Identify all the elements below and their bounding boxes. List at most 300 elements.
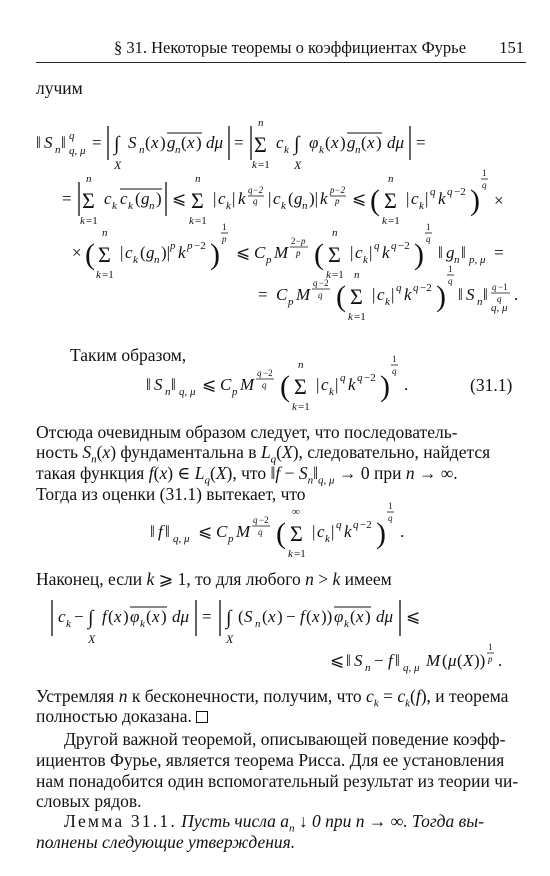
svg-text:C: C [276, 285, 288, 304]
svg-text:n: n [175, 144, 181, 156]
svg-text:f: f [158, 522, 163, 541]
svg-text:(: ( [146, 607, 152, 626]
svg-text:k: k [382, 215, 387, 227]
running-header [36, 38, 524, 60]
svg-text:q: q [430, 186, 436, 198]
svg-text:‖: ‖ [438, 243, 443, 262]
svg-text:): ) [277, 607, 283, 626]
svg-text:×: × [494, 191, 504, 210]
svg-text:∫: ∫ [226, 607, 232, 629]
svg-text:q, μ: q, μ [173, 533, 190, 545]
svg-text:(: ( [85, 238, 95, 271]
svg-text:p: p [288, 296, 294, 308]
svg-text:n: n [355, 144, 361, 156]
svg-text:k: k [284, 144, 289, 156]
svg-text:): ) [196, 133, 202, 152]
svg-text:‖: ‖ [36, 133, 41, 152]
svg-text:q: q [447, 186, 453, 198]
svg-text:=: = [258, 285, 268, 304]
svg-text:=1: =1 [332, 269, 344, 281]
svg-text:Σ: Σ [328, 242, 341, 267]
svg-text:(: ( [457, 651, 463, 670]
svg-text:n: n [477, 296, 483, 308]
header-rule [36, 62, 526, 63]
svg-text:‖: ‖ [61, 133, 66, 152]
svg-text:k: k [419, 200, 424, 212]
svg-text:‖: ‖ [483, 285, 488, 304]
svg-text:): ) [161, 607, 167, 626]
svg-text:f: f [300, 607, 305, 626]
svg-text:=1: =1 [195, 215, 207, 227]
svg-text:g: g [347, 133, 356, 152]
svg-text:=: = [234, 133, 244, 152]
svg-text:S: S [354, 651, 363, 670]
svg-text:1: 1 [426, 222, 431, 232]
svg-text:): ) [376, 517, 386, 550]
svg-text:p: p [232, 386, 238, 398]
svg-text:)): )) [321, 607, 333, 626]
svg-text:M: M [274, 243, 289, 262]
svg-text:⩽: ⩽ [352, 189, 367, 208]
svg-text:n: n [149, 200, 155, 212]
svg-text:n: n [302, 200, 308, 212]
svg-text:(: ( [276, 517, 286, 550]
paragraph-drugoy-text-1: Другой важной теоремой, описывающей поведение коэфф- [64, 729, 506, 749]
svg-text:g: g [446, 243, 455, 262]
svg-text:(: ( [262, 607, 268, 626]
svg-text:)): )) [474, 651, 486, 670]
svg-text:c: c [355, 243, 363, 262]
lemma-text-2: полнены следующие утверждения. [36, 832, 296, 852]
svg-text:q: q [413, 282, 419, 294]
svg-text:(: ( [140, 243, 146, 262]
svg-text:c: c [125, 243, 133, 262]
svg-text:−2: −2 [319, 278, 329, 288]
svg-text:S: S [44, 133, 53, 152]
paragraph-otsyuda-line4: Тогда из оценки (31.1) вытекает, что [36, 484, 306, 504]
svg-text:|: | [335, 375, 339, 394]
paragraph-drugoy-line2: ициентов Фурье, является теорема Рисса. Для ее установления [36, 750, 505, 770]
svg-text:S: S [244, 607, 253, 626]
svg-text:k: k [178, 243, 186, 262]
svg-text:|: | [232, 189, 236, 208]
svg-text:=1: =1 [388, 215, 400, 227]
svg-text:): ) [470, 184, 480, 217]
svg-text:‖: ‖ [458, 285, 463, 304]
svg-text:q: q [426, 234, 431, 244]
svg-text:c: c [321, 375, 329, 394]
svg-text:Σ: Σ [350, 284, 363, 309]
svg-text:−2: −2 [194, 240, 206, 252]
svg-text:|: | [372, 285, 376, 304]
page-number: 151 [499, 38, 524, 57]
svg-text:X: X [463, 651, 474, 670]
svg-text:k: k [344, 522, 352, 541]
svg-text:−: − [374, 651, 384, 670]
svg-text:Σ: Σ [82, 188, 95, 213]
svg-text:k: k [382, 243, 390, 262]
svg-text:|: | [391, 285, 395, 304]
svg-text:k: k [112, 200, 117, 212]
svg-text:n: n [102, 227, 108, 239]
svg-text:−: − [74, 607, 84, 626]
svg-text:k: k [404, 285, 412, 304]
svg-text:(: ( [306, 607, 312, 626]
svg-text:−2: −2 [454, 186, 466, 198]
svg-text:S: S [154, 375, 163, 394]
svg-text:(: ( [145, 133, 151, 152]
svg-text:1: 1 [222, 222, 227, 232]
svg-text:(: ( [325, 133, 331, 152]
svg-text:p: p [170, 240, 176, 252]
svg-text:−2: −2 [263, 368, 273, 378]
svg-text:1: 1 [392, 354, 397, 364]
svg-text:k: k [96, 269, 101, 281]
svg-text:c: c [58, 607, 66, 626]
svg-text:k: k [385, 296, 390, 308]
svg-text:dμ: dμ [376, 607, 394, 626]
paragraph-luchim: лучим [36, 78, 83, 98]
svg-text:−1: −1 [498, 282, 508, 292]
svg-text:q: q [392, 366, 397, 376]
svg-text:M: M [236, 522, 251, 541]
svg-text:p, μ: p, μ [469, 254, 486, 266]
svg-text:=1: =1 [294, 548, 306, 560]
svg-text:⩽: ⩽ [330, 651, 345, 670]
svg-text:‖: ‖ [346, 651, 351, 670]
paragraph-otsyuda-line1: Отсюда очевидным образом следует, что последователь- [36, 422, 458, 442]
paragraph-ustremlyaya-line1: Устремляя n к бесконечности, получим, что $c_k = c_k(f)$, и теорема [36, 686, 509, 710]
svg-text:×: × [72, 243, 82, 262]
svg-text:=1: =1 [258, 159, 270, 171]
svg-text:n: n [365, 662, 371, 674]
svg-text:M: M [426, 651, 441, 670]
svg-text:1: 1 [388, 501, 393, 511]
svg-text:.: . [404, 375, 409, 394]
svg-text:‖: ‖ [395, 651, 400, 670]
svg-text:−2: −2 [420, 282, 432, 294]
svg-text:x: x [367, 133, 375, 152]
svg-text:x: x [356, 607, 364, 626]
svg-text:k: k [140, 618, 145, 630]
svg-text:=: = [494, 243, 504, 262]
svg-text:): ) [340, 133, 346, 152]
svg-text:c: c [218, 189, 226, 208]
svg-text:1: 1 [482, 168, 487, 178]
svg-text:k: k [80, 215, 85, 227]
svg-text:f: f [102, 607, 107, 626]
svg-text:q: q [340, 372, 346, 384]
svg-text:): ) [436, 280, 446, 313]
svg-text:p: p [222, 234, 227, 244]
svg-text:k: k [319, 144, 324, 156]
svg-text:|: | [331, 522, 335, 541]
svg-text:): ) [123, 607, 129, 626]
svg-text:k: k [66, 618, 71, 630]
svg-text:q, μ: q, μ [491, 302, 508, 314]
svg-text:p: p [301, 236, 306, 246]
svg-text:q: q [318, 290, 323, 300]
svg-text:c: c [120, 189, 128, 208]
running-header-title: § 31. Некоторые теоремы о коэффициентах Фурье [114, 38, 467, 57]
svg-text:n: n [298, 359, 304, 371]
svg-text:k: k [438, 189, 446, 208]
svg-text:n: n [255, 618, 261, 630]
svg-text:Σ: Σ [290, 521, 303, 546]
svg-text:)|: )| [309, 189, 319, 208]
equation-f-norm [150, 501, 450, 567]
svg-text:|: | [406, 189, 410, 208]
svg-text:n: n [258, 117, 264, 129]
svg-text:): ) [414, 238, 424, 271]
svg-text:q, μ: q, μ [69, 145, 86, 157]
svg-text:∞: ∞ [292, 506, 300, 518]
svg-text:=1: =1 [102, 269, 114, 281]
svg-text:(: ( [361, 133, 367, 152]
svg-text:n: n [332, 227, 338, 239]
svg-text:−2: −2 [259, 515, 269, 525]
paragraph-drugoy-line1 [36, 729, 528, 750]
equation-31-1 [146, 354, 426, 420]
equation-block-main [36, 112, 536, 326]
svg-text:∫: ∫ [88, 607, 94, 629]
svg-text:k: k [348, 311, 353, 323]
svg-text:k: k [344, 618, 349, 630]
svg-text:c: c [317, 522, 325, 541]
svg-text:=: = [92, 133, 102, 152]
svg-text:g: g [146, 243, 155, 262]
svg-text:M: M [240, 375, 255, 394]
svg-text:=1: =1 [86, 215, 98, 227]
svg-text:c: c [276, 133, 284, 152]
svg-text:‖: ‖ [461, 243, 466, 262]
svg-text:c: c [411, 189, 419, 208]
svg-text:q: q [253, 196, 258, 206]
svg-text:): ) [376, 133, 382, 152]
svg-text:|: | [316, 375, 320, 394]
svg-text:(: ( [135, 189, 141, 208]
svg-text:(: ( [238, 607, 244, 626]
svg-text:): ) [160, 133, 166, 152]
svg-text:X: X [88, 632, 96, 646]
svg-text:−2: −2 [364, 372, 376, 384]
svg-text:p: p [488, 654, 493, 664]
svg-text:c: c [377, 285, 385, 304]
svg-text:p: p [228, 533, 234, 545]
svg-text:n: n [165, 386, 171, 398]
svg-text:q: q [374, 240, 380, 252]
svg-text:x: x [114, 607, 122, 626]
svg-text:c: c [273, 189, 281, 208]
svg-text:S: S [128, 133, 137, 152]
svg-text:k: k [133, 254, 138, 266]
svg-text:g: g [294, 189, 303, 208]
svg-text:|: | [213, 189, 217, 208]
svg-text:q, μ: q, μ [179, 386, 196, 398]
equation-number: (31.1) [470, 375, 513, 395]
svg-text:|: | [350, 243, 354, 262]
svg-text:x: x [151, 133, 159, 152]
svg-text:k: k [363, 254, 368, 266]
svg-text:‖: ‖ [171, 375, 176, 394]
svg-text:x: x [152, 607, 160, 626]
svg-text:(: ( [370, 184, 380, 217]
lemma-label: Лемма 31.1. [64, 811, 177, 831]
svg-text:.: . [498, 651, 503, 670]
qed-box-icon [196, 711, 208, 723]
svg-text:): ) [156, 189, 162, 208]
svg-text:|: | [120, 243, 124, 262]
svg-text:C: C [216, 522, 228, 541]
svg-text:): ) [210, 238, 220, 271]
svg-text:−: − [286, 607, 296, 626]
svg-text:|: | [268, 189, 272, 208]
svg-text:k: k [252, 159, 257, 171]
svg-text:=1: =1 [354, 311, 366, 323]
svg-text:∫: ∫ [114, 133, 120, 155]
svg-text:(: ( [442, 651, 448, 670]
paragraph-ustremlyaya-text: полностью доказана. [36, 706, 192, 726]
svg-text:1: 1 [448, 264, 453, 274]
svg-text:X: X [226, 632, 234, 646]
svg-text:−2: −2 [360, 519, 372, 531]
paragraph-drugoy-line4: словых рядов. [36, 791, 142, 811]
svg-text:1: 1 [488, 642, 493, 652]
svg-text:k: k [281, 200, 286, 212]
svg-text:Σ: Σ [384, 188, 397, 213]
svg-text:(: ( [288, 189, 294, 208]
svg-text:n: n [55, 144, 61, 156]
svg-text:−2: −2 [398, 240, 410, 252]
svg-text:q: q [258, 527, 263, 537]
svg-text:p−2: p−2 [330, 185, 346, 195]
lemma-line1: Лемма 31.1. Пусть числа $a_n$ ↓ 0 при n → ∞. Тогда вы- [64, 811, 484, 835]
svg-text:q: q [448, 276, 453, 286]
svg-text:S: S [466, 285, 475, 304]
svg-text:k: k [326, 269, 331, 281]
equation-ck-estimate [50, 596, 530, 676]
svg-text:k: k [128, 200, 133, 212]
svg-text:n: n [154, 254, 160, 266]
svg-text:=1: =1 [298, 401, 310, 413]
svg-text:(: ( [108, 607, 114, 626]
svg-text:k: k [329, 386, 334, 398]
svg-text:q: q [353, 519, 359, 531]
svg-text:q: q [391, 240, 397, 252]
svg-text:q: q [357, 372, 363, 384]
svg-text:q−2: q−2 [248, 185, 264, 195]
svg-text:Σ: Σ [98, 242, 111, 267]
svg-text:=: = [62, 189, 72, 208]
svg-text:⩽: ⩽ [172, 189, 187, 208]
paragraph-takim: Таким образом, [70, 345, 187, 365]
svg-text:n: n [86, 173, 92, 185]
svg-text:q: q [396, 282, 402, 294]
svg-text:2−: 2− [291, 236, 301, 246]
svg-text:|: | [369, 243, 373, 262]
svg-text:f: f [388, 651, 393, 670]
svg-text:): ) [365, 607, 371, 626]
svg-text:M: M [296, 285, 311, 304]
svg-text:q: q [482, 180, 487, 190]
svg-text:dμ: dμ [172, 607, 190, 626]
svg-text:k: k [292, 401, 297, 413]
svg-text:x: x [187, 133, 195, 152]
svg-text:k: k [288, 548, 293, 560]
svg-text:q: q [497, 294, 502, 304]
svg-text:.: . [400, 522, 405, 541]
svg-text:(: ( [336, 280, 346, 313]
svg-text:μ: μ [448, 651, 457, 670]
svg-text:)|: )| [161, 243, 171, 262]
svg-text:q: q [313, 278, 318, 288]
paragraph-ustremlyaya-line2 [36, 706, 208, 727]
svg-text:X: X [114, 158, 122, 172]
svg-text:): ) [380, 370, 390, 403]
svg-text:n: n [454, 254, 460, 266]
svg-text:k: k [348, 375, 356, 394]
svg-text:dμ: dμ [387, 133, 405, 152]
svg-text:p: p [266, 254, 272, 266]
svg-text:k: k [320, 189, 328, 208]
svg-text:(: ( [280, 370, 290, 403]
svg-text:q: q [253, 515, 258, 525]
svg-text:φ: φ [334, 607, 344, 626]
svg-text:n: n [195, 173, 201, 185]
svg-text:⩽: ⩽ [236, 243, 251, 262]
paragraph-drugoy-line3: нам понадобится один вспомогательный результат из теории чи- [36, 771, 519, 791]
svg-text:n: n [388, 173, 394, 185]
svg-text:∫: ∫ [294, 133, 300, 155]
svg-text:φ: φ [130, 607, 140, 626]
svg-text:x: x [312, 607, 320, 626]
paragraph-otsyuda-line2: ность $S_n(x)$ фундаментальна в $L_q(X)$, следовательно, найдется [36, 442, 491, 466]
svg-text:|: | [425, 189, 429, 208]
svg-text:q: q [69, 130, 75, 142]
svg-text:=: = [416, 133, 426, 152]
svg-text:k: k [238, 189, 246, 208]
svg-text:⩽: ⩽ [406, 607, 421, 626]
svg-text:X: X [294, 158, 302, 172]
svg-text:(: ( [181, 133, 187, 152]
svg-text:x: x [331, 133, 339, 152]
svg-text:g: g [167, 133, 176, 152]
svg-text:k: k [226, 200, 231, 212]
svg-text:Σ: Σ [191, 188, 204, 213]
svg-text:q: q [492, 282, 497, 292]
svg-text:q: q [388, 513, 393, 523]
svg-text:p: p [296, 248, 301, 258]
paragraph-nakonets: Наконец, если k ⩾ 1, то для любого n > k имеем [36, 569, 392, 589]
svg-text:q: q [257, 368, 262, 378]
lemma-line2 [36, 832, 295, 853]
svg-text:|: | [312, 522, 316, 541]
svg-text:(: ( [314, 238, 324, 271]
svg-text:Σ: Σ [294, 374, 307, 399]
svg-text:k: k [189, 215, 194, 227]
svg-text:⩽: ⩽ [198, 522, 213, 541]
svg-text:k: k [325, 533, 330, 545]
svg-text:‖: ‖ [165, 522, 170, 541]
svg-text:φ: φ [309, 133, 319, 152]
svg-text:q: q [262, 380, 267, 390]
svg-text:c: c [104, 189, 112, 208]
svg-text:q: q [336, 519, 342, 531]
svg-text:n: n [354, 269, 360, 281]
svg-text:.: . [514, 285, 519, 304]
svg-text:C: C [220, 375, 232, 394]
svg-text:Σ: Σ [254, 132, 267, 157]
